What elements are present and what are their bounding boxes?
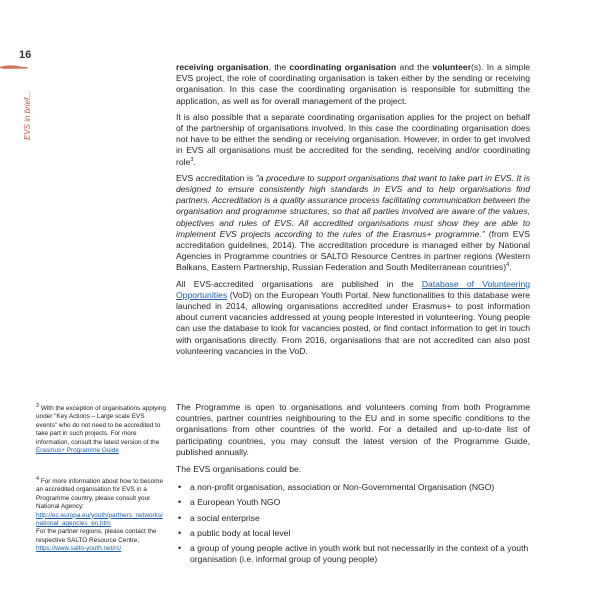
- main-text-lower: [176, 402, 530, 569]
- footnote-4-number: 4: [36, 475, 40, 482]
- organisation-types-list: [176, 482, 530, 565]
- accreditation-end: .: [509, 262, 512, 273]
- could-be-paragraph: The EVS organisations could be:: [176, 464, 302, 475]
- footnote-ref-3[interactable]: 3: [190, 156, 194, 163]
- accreditation-rest: (from EVS accreditation guidelines, 2014). The accreditation procedure is managed either by National Agencies in Programme countries or SALTO Resource Centres in partner regions (Western Balkans, Eastern Partnership, Russian Federation and South Mediterranean countries): [176, 228, 530, 273]
- brush-stroke-decoration: [0, 64, 28, 70]
- list-item: • a public body at local level: [176, 528, 530, 539]
- accreditation-lead: EVS accreditation is: [176, 172, 256, 183]
- term-coordinating: coordinating organisation: [289, 62, 397, 72]
- database-paragraph: [176, 279, 530, 357]
- footnote-3-number: 3: [36, 402, 40, 409]
- database-lead: All EVS-accredited organisations are published in the: [176, 278, 422, 289]
- list-item: • a group of young people active in youth work but not necessarily in the context of a youth organisation (i.e. informal group of young people): [176, 543, 530, 565]
- coordinating-end: .: [193, 156, 196, 167]
- footnote-4-text: For more information about how to become an accredited organisation for EVS in a Programme country, please consult your National Agency:: [36, 478, 164, 511]
- side-section-label-text: EVS in brief...: [23, 91, 32, 140]
- salto-link[interactable]: https://www.salto-youth.net/rc/: [36, 545, 122, 553]
- intro-text-1: , the: [268, 62, 290, 72]
- list-item: • a European Youth NGO: [176, 497, 530, 508]
- vod-database-link[interactable]: Database of Volunteering Opportunities: [176, 278, 531, 300]
- list-item: • a social enterprise: [176, 513, 530, 524]
- page-number: 16: [19, 49, 32, 61]
- main-text-upper: [176, 62, 530, 362]
- footnote-3-text: With the exception of organisations applying under "Key Actions – Large scale EVS events" who do not need to be accredited to take part in such projects. For more information, consult the latest version of the: [36, 405, 166, 446]
- database-rest: (VoD) on the European Youth Portal. New functionalities to this database were launched in 2014, allowing organisations accredited under Erasmus+ to post information about current vacancies addressed at young people interested in volunteering. Young people can use the database to look for vacancies posted, or find contact information to get in touch with organisations directly. From 2016, organisations that are not accredited can also post volunteering vacancies in the VoD.: [176, 289, 530, 356]
- coordinating-paragraph: [176, 112, 530, 168]
- side-section-label: [14, 80, 32, 140]
- list-item: • a non-profit organisation, association or Non-Governmental Organisation (NGO): [176, 482, 530, 493]
- term-receiving: receiving organisation: [176, 62, 269, 72]
- accreditation-quote: "a procedure to support organisations that want to take part in EVS. It is designed to ensure consistently high standards in EVS and to help organisations find partners. Accreditation is a quality assurance process facilitating communication between the organisation and programme structures, so that all parties involved are aware of the values, objectives and rules of EVS. All accredited organisations must show they are able to implement EVS projects according to the rules of the Erasmus+ programme.": [176, 172, 530, 239]
- coordinating-text: It is also possible that a separate coordinating organisation applies for the project on behalf of the partnership of organisations involved. In this case the coordinating organisation does not have to be either the sending or receiving organisation. However, in order to get involved in EVS all organisations must be accredited for the sending, receiving and/or coordinating role: [176, 111, 530, 167]
- programme-guide-link[interactable]: Erasmus+ Programme Guide: [36, 447, 119, 455]
- footnote-ref-4[interactable]: 4: [506, 262, 510, 269]
- accreditation-paragraph: [176, 173, 530, 274]
- intro-paragraph: [176, 62, 530, 107]
- intro-text-2: and the: [396, 62, 433, 72]
- national-agencies-link[interactable]: http://ec.europa.eu/youth/partners_networks/national_agencies_en.htm: [36, 511, 163, 528]
- term-volunteer: volunteer: [432, 62, 472, 72]
- programme-paragraph: The Programme is open to organisations and volunteers coming from both Programme countries, partner countries neighbouring to the EU and in some specific conditions to the organisations from other countries of the world. For a detailed and up-to-date list of participating countries, you may consult the latest version of the Programme Guide, published annually.: [176, 402, 530, 457]
- intro-text-3: (s). In a simple EVS project, the role of coordinating organisation is taken either by the sending or receiving organisation. In this case the coordinating organisation is responsible for submitting the application, as well as for overall management of the project.: [176, 62, 531, 106]
- footnote-4: [36, 475, 166, 554]
- footnote-4-text-2: For the partner regions, please contact the respective SALTO Resource Centre,: [36, 528, 157, 544]
- footnote-3: [36, 402, 166, 455]
